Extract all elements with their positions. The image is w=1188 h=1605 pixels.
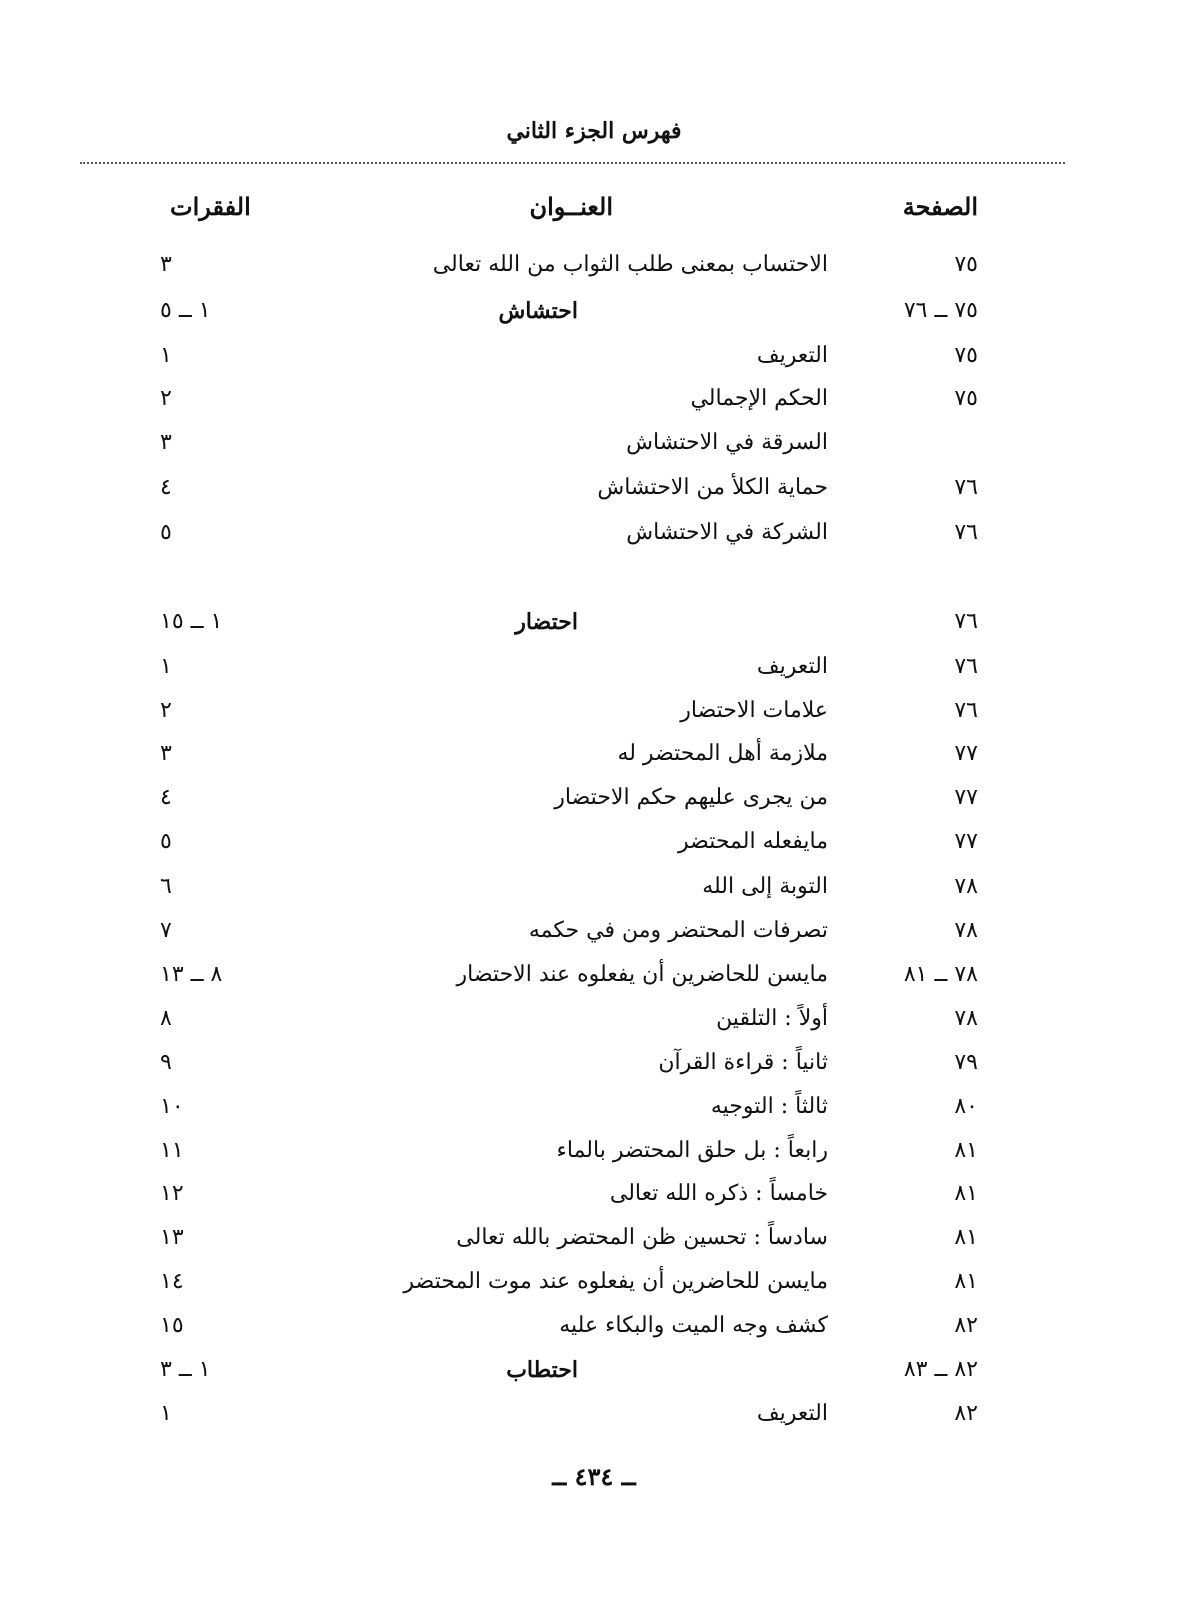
index-entry (0, 430, 1188, 470)
entry-paragraphs: ٣ (160, 430, 172, 455)
entry-page: ٧٦ (954, 609, 978, 634)
entry-page: ٧٦ (954, 475, 978, 500)
index-entry (0, 698, 1188, 738)
entry-title: كشف وجه الميت والبكاء عليه (559, 1313, 828, 1338)
entry-paragraphs: ٣ (160, 252, 172, 277)
entry-paragraphs: ١ ــ ٣ (160, 1357, 211, 1382)
entry-title: مايسن للحاضرين أن يفعلوه عند الاحتضار (456, 962, 828, 987)
index-entry (0, 741, 1188, 781)
entry-page: ٨١ (954, 1181, 978, 1206)
entry-paragraphs: ٢ (160, 698, 172, 723)
entry-title: التعريف (756, 1401, 828, 1426)
entry-page: ٨١ (954, 1225, 978, 1250)
entry-page: ٧٦ (954, 698, 978, 723)
entry-title: أولاً : التلقين (716, 1006, 828, 1031)
entry-paragraphs: ١ ــ ٥ (160, 298, 211, 323)
entry-title: رابعاً : بل حلق المحتضر بالماء (556, 1138, 828, 1163)
entry-title: تصرفات المحتضر ومن في حكمه (528, 918, 828, 943)
entry-page: ٧٦ (954, 654, 978, 679)
entry-title: مايسن للحاضرين أن يفعلوه عند موت المحتضر (403, 1269, 828, 1294)
entry-paragraphs: ٧ (160, 918, 172, 943)
entry-page: ٨٢ (954, 1401, 978, 1426)
entry-title: ملازمة أهل المحتضر له (617, 741, 828, 766)
index-entry (0, 1313, 1188, 1353)
column-headers (0, 192, 1188, 232)
entry-title: الشركة في الاحتشاش (626, 520, 828, 545)
entry-page: ٧٦ (954, 520, 978, 545)
entry-paragraphs: ٤ (160, 785, 172, 810)
index-entry (0, 1225, 1188, 1265)
entry-page: ٨١ (954, 1138, 978, 1163)
index-entry (0, 1094, 1188, 1134)
entry-paragraphs: ٥ (160, 829, 172, 854)
entry-page: ٧٨ ــ ٨١ (903, 962, 978, 987)
entry-title: السرقة في الاحتشاش (626, 430, 828, 455)
entry-title: التعريف (756, 654, 828, 679)
index-entry (0, 609, 1188, 649)
entry-page: ٧٧ (954, 741, 978, 766)
entry-page: ٧٧ (954, 785, 978, 810)
entry-paragraphs: ٨ (160, 1006, 172, 1031)
entry-title: حماية الكلأ من الاحتشاش (597, 475, 828, 500)
dotted-divider (80, 162, 1065, 164)
index-entry (0, 298, 1188, 338)
index-entry (0, 475, 1188, 515)
entry-title: التوبة إلى الله (702, 874, 828, 899)
index-entry (0, 962, 1188, 1002)
entry-page: ٨٢ (954, 1313, 978, 1338)
index-entry (0, 874, 1188, 914)
entry-title: الحكم الإجمالي (690, 386, 828, 411)
entry-page: ٧٥ ــ ٧٦ (903, 298, 978, 323)
entry-paragraphs: ١ (160, 343, 172, 368)
entry-paragraphs: ١١ (160, 1138, 184, 1163)
index-entry (0, 520, 1188, 560)
index-entry (0, 1050, 1188, 1090)
entry-paragraphs: ١ (160, 654, 172, 679)
entry-main-heading: احتطاب (506, 1357, 578, 1383)
index-entry (0, 386, 1188, 426)
index-entry (0, 1401, 1188, 1441)
index-entry (0, 785, 1188, 825)
entry-paragraphs: ١٢ (160, 1181, 184, 1206)
entry-title: ثانياً : قراءة القرآن (658, 1050, 828, 1075)
entry-paragraphs: ١٥ (160, 1313, 184, 1338)
index-entry (0, 918, 1188, 958)
entry-title: التعريف (756, 343, 828, 368)
entry-title: الاحتساب بمعنى طلب الثواب من الله تعالى (432, 252, 828, 277)
entry-page: ٧٥ (954, 386, 978, 411)
running-header: فهرس الجزء الثاني (506, 118, 682, 144)
index-entry (0, 1138, 1188, 1178)
entry-main-heading: احتضار (515, 609, 578, 635)
entry-paragraphs: ٨ ــ ١٣ (160, 962, 223, 987)
entry-title: علامات الاحتضار (680, 698, 828, 723)
entry-page: ٨٠ (954, 1094, 978, 1119)
entry-title: خامساً : ذكره الله تعالى (609, 1181, 828, 1206)
column-header-paragraphs: الفقرات (170, 192, 251, 221)
entry-page: ٨١ (954, 1269, 978, 1294)
entry-paragraphs: ١ ــ ١٥ (160, 609, 223, 634)
entry-paragraphs: ٦ (160, 874, 172, 899)
entry-title: من يجرى عليهم حكم الاحتضار (554, 785, 828, 810)
index-entry (0, 343, 1188, 383)
entry-title: مايفعله المحتضر (677, 829, 828, 854)
entry-paragraphs: ٥ (160, 520, 172, 545)
page-number: ــ ٤٣٤ ــ (552, 1462, 636, 1491)
index-entry (0, 252, 1188, 292)
entry-main-heading: احتشاش (498, 298, 578, 324)
column-header-page: الصفحة (902, 192, 978, 221)
index-entry (0, 1181, 1188, 1221)
entry-page: ٧٥ (954, 252, 978, 277)
index-entry (0, 1269, 1188, 1309)
entry-page: ٧٩ (954, 1050, 978, 1075)
index-entry (0, 829, 1188, 869)
entry-paragraphs: ٤ (160, 475, 172, 500)
entry-page: ٧٧ (954, 829, 978, 854)
entry-paragraphs: ٢ (160, 386, 172, 411)
entry-page: ٧٨ (954, 1006, 978, 1031)
entry-title: سادساً : تحسين ظن المحتضر بالله تعالى (456, 1225, 828, 1250)
entry-paragraphs: ١ (160, 1401, 172, 1426)
index-entry (0, 654, 1188, 694)
entry-paragraphs: ١٠ (160, 1094, 184, 1119)
entry-title: ثالثاً : التوجيه (710, 1094, 828, 1119)
column-header-title: العنــوان (529, 192, 613, 221)
entry-page: ٧٨ (954, 918, 978, 943)
entry-paragraphs: ١٤ (160, 1269, 184, 1294)
entry-page: ٨٢ ــ ٨٣ (903, 1357, 978, 1382)
index-entry (0, 1006, 1188, 1046)
entry-page: ٧٨ (954, 874, 978, 899)
entry-paragraphs: ٣ (160, 741, 172, 766)
entry-page: ٧٥ (954, 343, 978, 368)
entry-paragraphs: ٩ (160, 1050, 172, 1075)
index-entry (0, 1357, 1188, 1397)
entry-paragraphs: ١٣ (160, 1225, 184, 1250)
